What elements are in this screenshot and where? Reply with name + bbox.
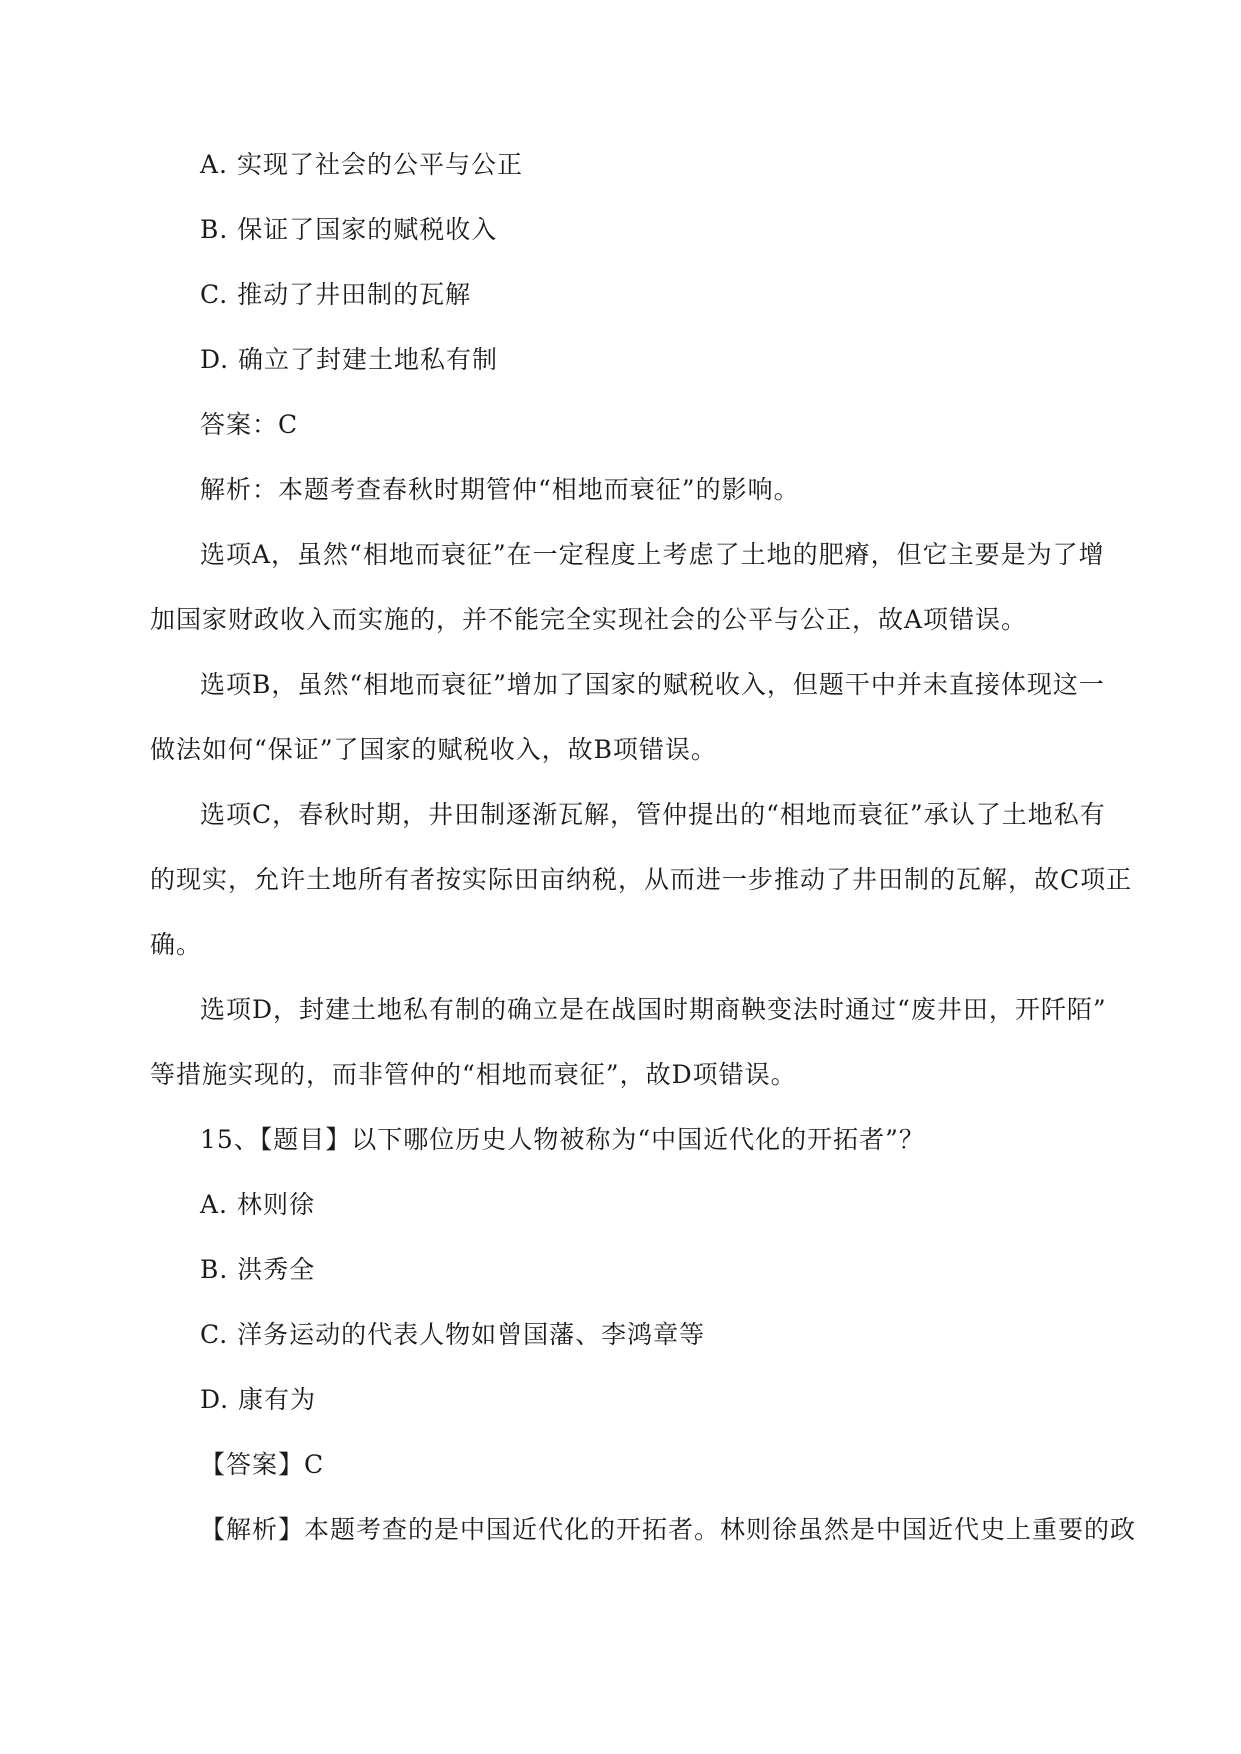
q15-option-b: B. 洪秀全 — [200, 1255, 316, 1284]
q14-analysis-b-line2: 做法如何“保证”了国家的赋税收入，故B项错误。 — [150, 735, 717, 764]
q14-analysis-b-line1: 选项B，虽然“相地而衰征”增加了国家的赋税收入，但题干中并未直接体现这一 — [200, 670, 1105, 699]
q15-question: 15、【题目】以下哪位历史人物被称为“中国近代化的开拓者”？ — [200, 1125, 925, 1154]
q14-analysis-c-line3: 确。 — [150, 930, 203, 959]
q15-answer: 【答案】C — [200, 1450, 325, 1479]
q14-analysis-a-line1: 选项A，虽然“相地而衰征”在一定程度上考虑了土地的肥瘠，但它主要是为了增 — [200, 540, 1105, 569]
q15-option-d: D. 康有为 — [200, 1385, 317, 1414]
q14-option-a: A. 实现了社会的公平与公正 — [200, 150, 523, 179]
q14-option-d: D. 确立了封建土地私有制 — [200, 345, 499, 374]
q14-analysis-d-line2: 等措施实现的，而非管仲的“相地而衰征”，故D项错误。 — [150, 1060, 797, 1089]
q14-analysis-a-line2: 加国家财政收入而实施的，并不能完全实现社会的公平与公正，故A项错误。 — [150, 605, 1028, 634]
q14-analysis-intro: 解析：本题考查春秋时期管仲“相地而衰征”的影响。 — [200, 475, 800, 504]
q15-option-c: C. 洋务运动的代表人物如曾国藩、李鸿章等 — [200, 1320, 706, 1349]
q14-analysis-c-line2: 的现实，允许土地所有者按实际田亩纳税，从而进一步推动了井田制的瓦解，故C项正 — [150, 865, 1133, 894]
q15-option-a: A. 林则徐 — [200, 1190, 315, 1219]
q14-analysis-c-line1: 选项C，春秋时期，井田制逐渐瓦解，管仲提出的“相地而衰征”承认了土地私有 — [200, 800, 1106, 829]
q14-answer: 答案：C — [200, 410, 299, 439]
q15-analysis: 【解析】本题考查的是中国近代化的开拓者。林则徐虽然是中国近代史上重要的政 — [200, 1515, 1137, 1544]
q14-option-b: B. 保证了国家的赋税收入 — [200, 215, 498, 244]
q14-option-c: C. 推动了井田制的瓦解 — [200, 280, 472, 309]
q14-analysis-d-line1: 选项D，封建土地私有制的确立是在战国时期商鞅变法时通过“废井田，开阡陌” — [200, 995, 1107, 1024]
